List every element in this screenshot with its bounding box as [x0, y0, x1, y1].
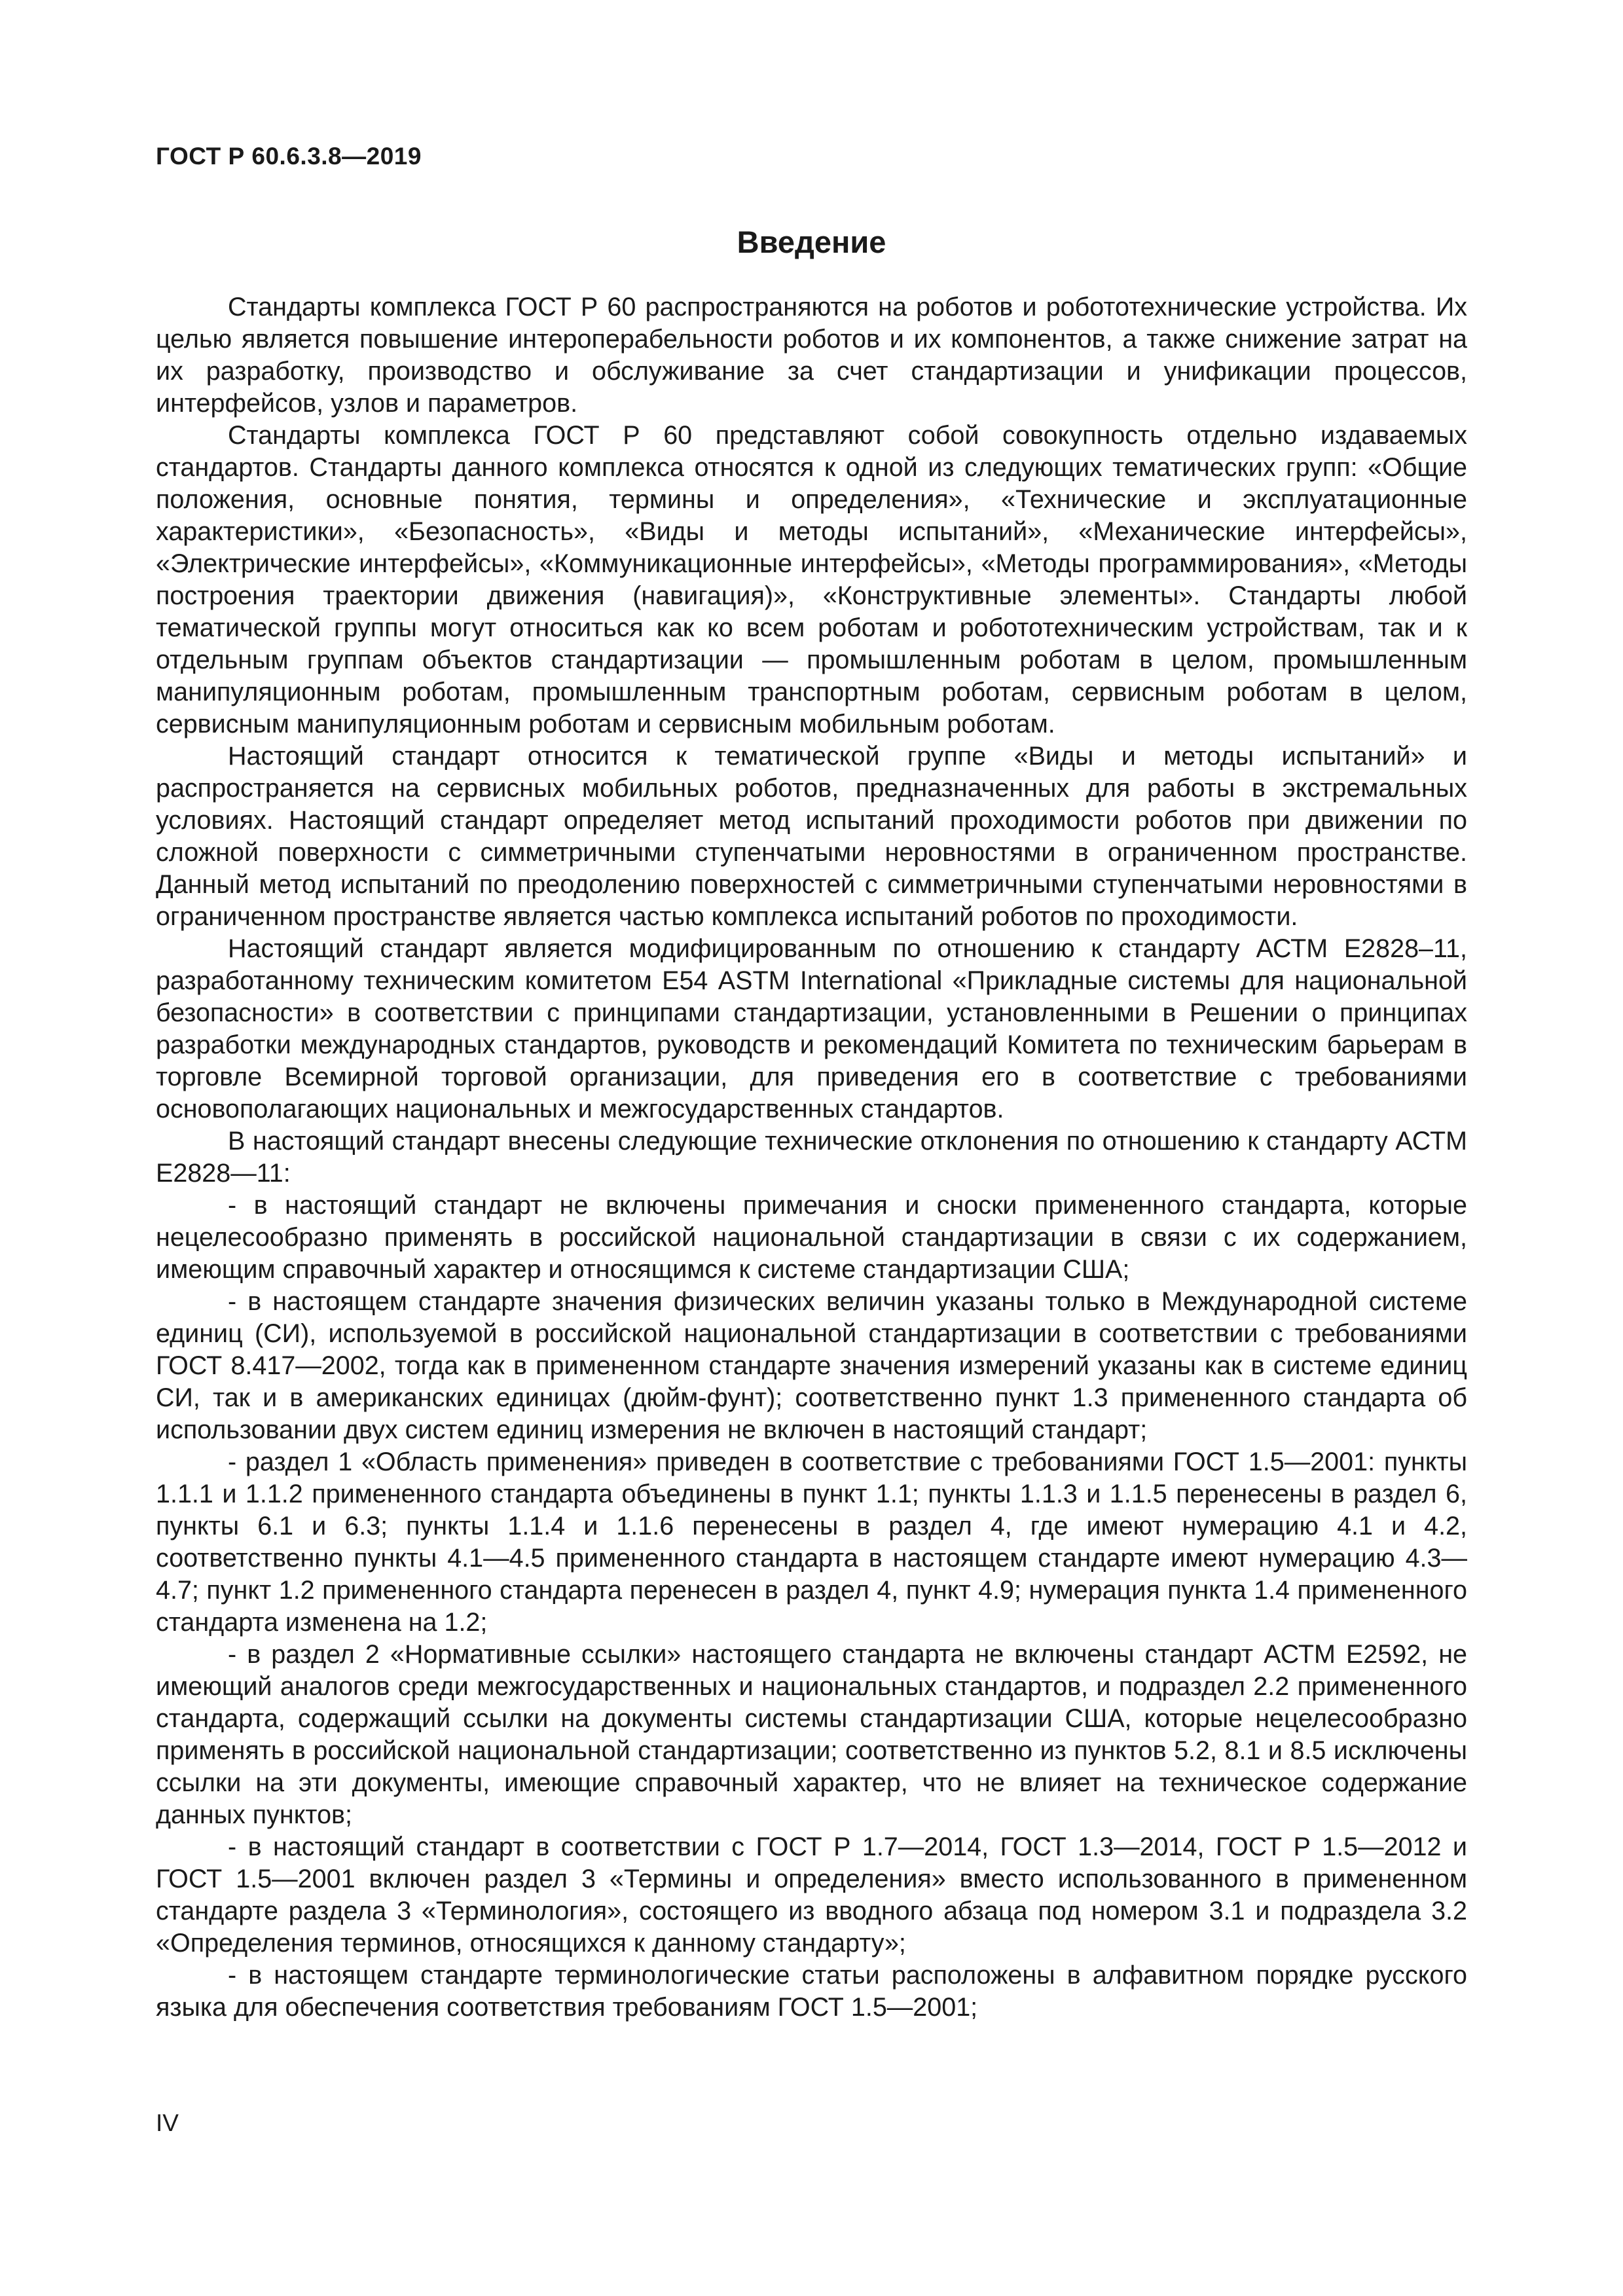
- paragraph-deviations-intro: В настоящий стандарт внесены следующие технические отклонения по отношению к стандарту АСТМ Е2828—11:: [156, 1127, 1467, 1188]
- paragraph-scope: Стандарты комплекса ГОСТ Р 60 распространяются на роботов и робототехнические устройства. Их целью является повышение интероперабельности роботов и их компонентов, а также снижение затрат на их разработку, производство и обслуживание за счет стандартизации и унификации процессов, интерфейсов, узлов и параметров.: [156, 293, 1467, 418]
- list-item-notes: - в настоящий стандарт не включены примечания и сноски примененного стандарта, которые нецелесообразно применять в российской национальной стандартизации в связи с их содержанием, имеющим справочный характер и относящимся к системе стандартизации США;: [156, 1191, 1467, 1284]
- page-number: IV: [156, 2109, 179, 2136]
- document-header: ГОСТ Р 60.6.3.8—2019: [156, 143, 422, 170]
- section-title: Введение: [737, 225, 886, 259]
- body-text: [156, 291, 1467, 2024]
- paragraph-groups: Стандарты комплекса ГОСТ Р 60 представляют собой совокупность отдельно издаваемых стандартов. Стандарты данного комплекса относятся к одной из следующих тематических групп: «Общие положения, основные понятия, термины и определения», «Технические и эксплуатационные характеристики», «Безопасность», «Виды и методы испытаний», «Механические интерфейсы», «Электрические интерфейсы», «Коммуникационные интерфейсы», «Методы программирования», «Методы построения траектории движения (навигация)», «Конструктивные элементы». Стандарты любой тематической группы могут относиться как ко всем роботам и робототехническим устройствам, так и к отдельным группам объектов стандартизации — промышленным роботам в целом, промышленным манипуляционным роботам, промышленным транспортным роботам, сервисным роботам в целом, сервисным манипуляционным роботам и сервисным мобильным роботам.: [156, 421, 1467, 738]
- paragraph-modification: Настоящий стандарт является модифицированным по отношению к стандарту АСТМ Е2828–11, разработанному техническим комитетом Е54 ASTM International «Прикладные системы для национальной безопасности» в соответствии с принципами стандартизации, установленными в Решении о принципах разработки международных стандартов, руководств и рекомендаций Комитета по техническим барьерам в торговле Всемирной торговой организации, для приведения его в соответствие с требованиями основополагающих национальных и межгосударственных стандартов.: [156, 934, 1467, 1123]
- list-item-section-3: - в настоящий стандарт в соответствии с ГОСТ Р 1.7—2014, ГОСТ 1.3—2014, ГОСТ Р 1.5—2012 и ГОСТ 1.5—2001 включен раздел 3 «Термины и определения» вместо использованного в примененном стандарте раздела 3 «Терминология», состоящего из вводного абзаца под номером 3.1 и подраздела 3.2 «Определения терминов, относящихся к данному стандарту»;: [156, 1832, 1467, 1958]
- list-item-terms-order: - в настоящем стандарте терминологические статьи расположены в алфавитном порядке русского языка для обеспечения соответствия требованиям ГОСТ 1.5—2001;: [156, 1961, 1467, 2022]
- list-item-section-2: - в раздел 2 «Нормативные ссылки» настоящего стандарта не включены стандарт АСТМ Е2592, не имеющий аналогов среди межгосударственных и национальных стандартов, и подраздел 2.2 примененного стандарта, содержащий ссылки на документы системы стандартизации США, которые нецелесообразно применять в российской национальной стандартизации; соответственно из пунктов 5.2, 8.1 и 8.5 исключены ссылки на эти документы, имеющие справочный характер, что не влияет на техническое содержание данных пунктов;: [156, 1640, 1467, 1829]
- list-item-section-1: - раздел 1 «Область применения» приведен в соответствие с требованиями ГОСТ 1.5—2001: пункты 1.1.1 и 1.1.2 примененного стандарта объединены в пункт 1.1; пункты 1.1.3 и 1.1.5 перенесены в раздел 6, пункты 6.1 и 6.3; пункты 1.1.4 и 1.1.6 перенесены в раздел 4, где имеют нумерацию 4.1 и 4.2, соответственно пункты 4.1—4.5 примененного стандарта в настоящем стандарте имеют нумерацию 4.3—4.7; пункт 1.2 примененного стандарта перенесен в раздел 4, пункт 4.9; нумерация пункта 1.4 примененного стандарта изменена на 1.2;: [156, 1448, 1467, 1637]
- paragraph-subject: Настоящий стандарт относится к тематической группе «Виды и методы испытаний» и распространяется на сервисных мобильных роботов, предназначенных для работы в экстремальных условиях. Настоящий стандарт определяет метод испытаний проходимости роботов при движении по сложной поверхности с симметричными ступенчатыми неровностями в ограниченном пространстве. Данный метод испытаний по преодолению поверхностей с симметричными ступенчатыми неровностями в ограниченном пространстве является частью комплекса испытаний роботов по проходимости.: [156, 742, 1467, 931]
- list-item-units: - в настоящем стандарте значения физических величин указаны только в Международной системе единиц (СИ), используемой в российской национальной стандартизации в соответствии с требованиями ГОСТ 8.417—2002, тогда как в примененном стандарте значения измерений указаны как в системе единиц СИ, так и в американских единицах (дюйм-фунт); соответственно пункт 1.3 примененного стандарта об использовании двух систем единиц измерения не включен в настоящий стандарт;: [156, 1287, 1467, 1444]
